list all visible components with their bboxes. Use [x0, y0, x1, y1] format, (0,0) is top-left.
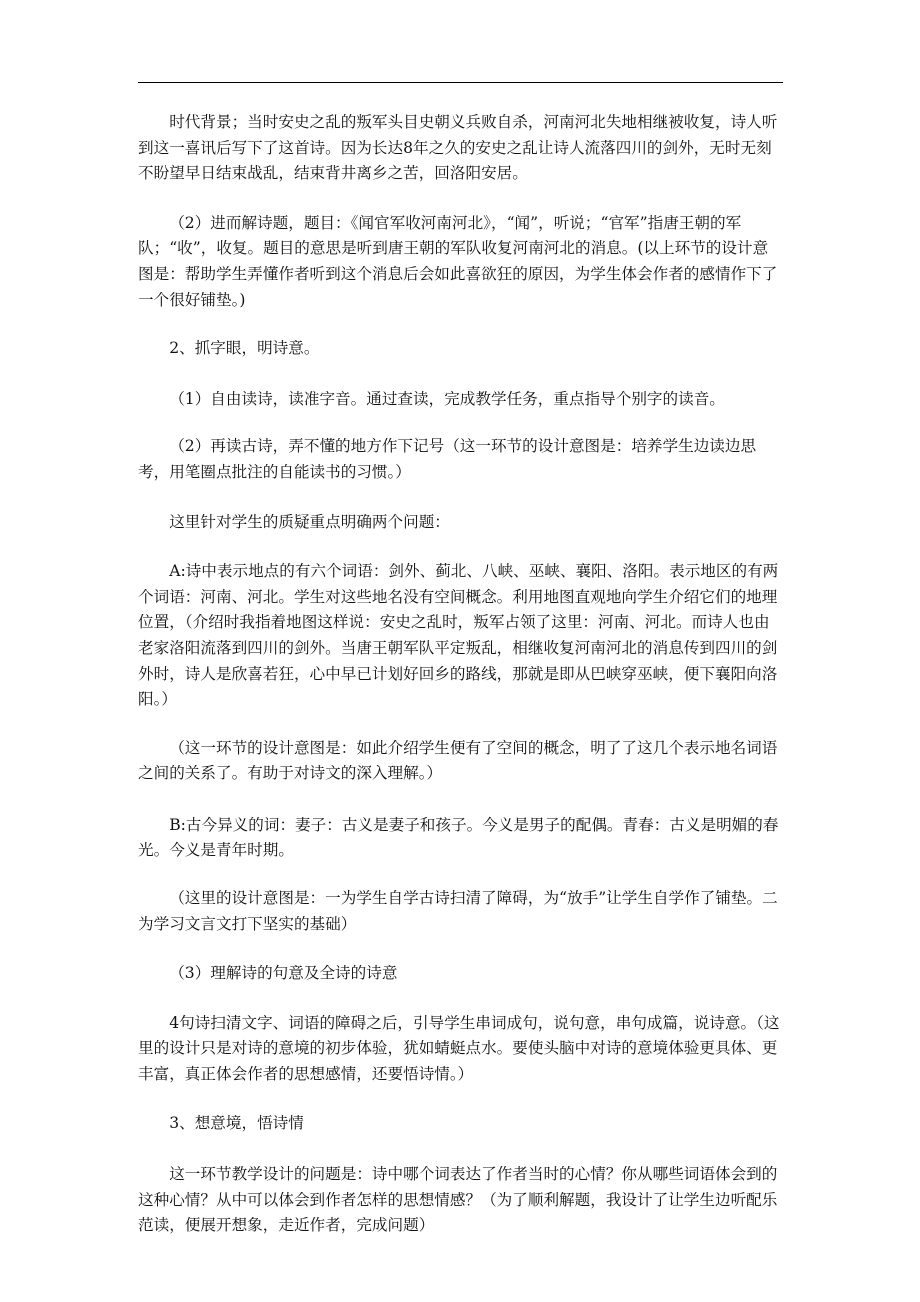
paragraph-step-1: （1）自由读诗，读准字音。通过查读，完成教学任务，重点指导个别字的读音。: [169, 389, 725, 408]
paragraph-step-3: （3）理解诗的句意及全诗的诗意: [169, 964, 398, 983]
paragraph-title-explanation: （2）进而解诗题，题目：《闻官军收河南河北》，“闻”，听说；“官军”指唐王朝的军队；“收”，收复。题目的意思是听到唐王朝的军队收复河南河北的消息。(以上环节的设计意图是：帮助学生弄懂作者听到这个消息后会如此喜欲狂的原因，为学生体会作者的感情作下了一个很好铺垫。): [138, 213, 778, 309]
paragraph-design-intent-b: （这里的设计意图是：一为学生自学古诗扫清了障碍，为“放手”让学生自学作了铺垫。二为学习文言文打下坚实的基础）: [138, 889, 778, 933]
paragraph-teaching-design: 这一环节教学设计的问题是：诗中哪个词表达了作者当时的心情？你从哪些词语体会到的这种心情？从中可以体会到作者怎样的思想情感？（为了顺利解题，我设计了让学生边听配乐范读，便展开想象，走近作者，完成问题）: [138, 1165, 778, 1235]
section-heading-3: 3、想意境，悟诗情: [169, 1113, 304, 1132]
paragraph-step-2: （2）再读古诗，弄不懂的地方作下记号（这一环节的设计意图是：培养学生边读边思考，用笔圈点批注的自能读书的习惯。）: [138, 437, 757, 481]
paragraph-background: 时代背景；当时安史之乱的叛军头目史朝义兵败自杀，河南河北失地相继被收复，诗人听到这一喜讯后写下了这首诗。因为长达8年之久的安史之乱让诗人流落四川的剑外，无时无刻不盼望早日结束战乱，结束背井离乡之苦，回洛阳安居。: [138, 113, 778, 183]
header-rule: [138, 82, 783, 83]
paragraph-design-intent-a: （这一环节的设计意图是：如此介绍学生便有了空间的概念，明了了这几个表示地名词语之间的关系了。有助于对诗文的深入理解。）: [138, 738, 778, 783]
paragraph-questions-intro: 这里针对学生的质疑重点明确两个问题：: [169, 512, 450, 531]
paragraph-question-a: A:诗中表示地点的有六个词语：剑外、蓟北、八峡、巫峡、襄阳、洛阳。表示地区的有两个词语：河南、河北。学生对这些地名没有空间概念。利用地图直观地向学生介绍它们的地理位置，（介绍时我指着地图这样说：安史之乱时，叛军占领了这里：河南、河北。而诗人也由老家洛阳流落到四川的剑外。当唐王朝军队平定叛乱，相继收复河南河北的消息传到四川的剑外时，诗人是欣喜若狂，心中早已计划好回乡的路线，那就是即从巴峡穿巫峡，便下襄阳向洛阳。）: [138, 562, 779, 709]
paragraph-four-lines: 4句诗扫清文字、词语的障碍之后，引导学生串词成句，说句意，串句成篇，说诗意。（这里的设计只是对诗的意境的初步体验，犹如蜻蜓点水。要使头脑中对诗的意境体验更具体、更丰富，真正体会作者的思想感情，还要悟诗情。）: [138, 1013, 780, 1084]
section-heading-2: 2、抓字眼，明诗意。: [169, 339, 320, 358]
document-body: [138, 110, 783, 1239]
paragraph-question-b: B:古今异义的词：妻子：古义是妻子和孩子。今义是男子的配偶。青春：古义是明媚的春光。今义是青年时期。: [138, 815, 779, 860]
